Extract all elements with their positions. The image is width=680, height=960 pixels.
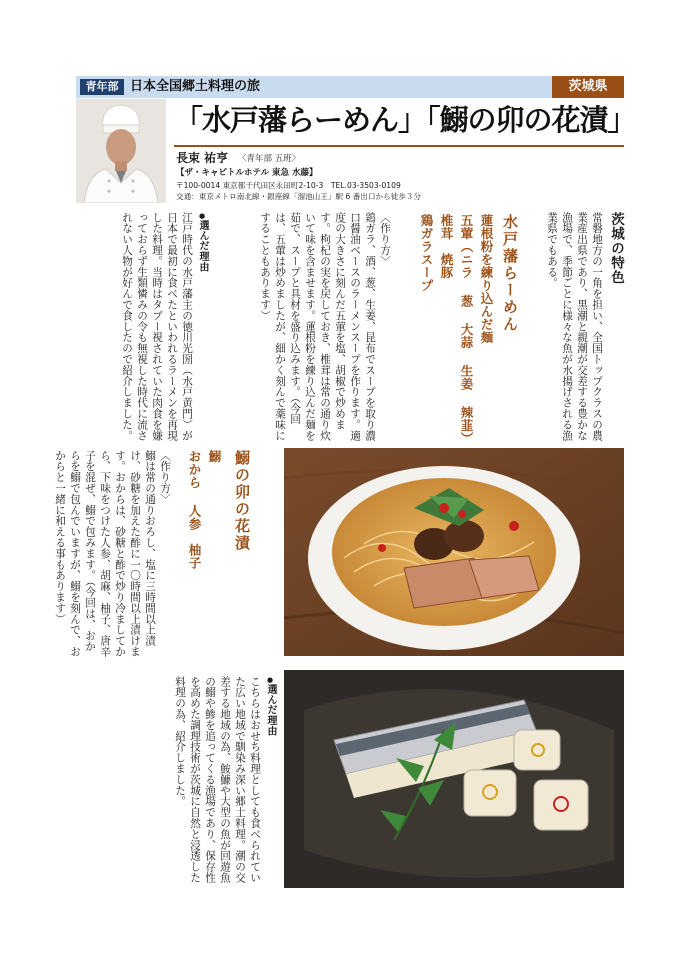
- author-workplace: 【ザ・キャピトルホテル 東急 水藤】: [176, 168, 318, 178]
- ramen-photo: [284, 448, 624, 656]
- bullet-icon: ●: [266, 676, 274, 685]
- series-title: 日本全国郷土料理の旅: [130, 79, 261, 94]
- ibaraki-heading: 茨城の特色: [608, 212, 624, 285]
- ramen-ingredients: [400, 214, 496, 444]
- iwashi-dish-name: 鰯の卯の花漬: [233, 450, 251, 552]
- ramen-reason: [76, 212, 210, 448]
- page-title: 「水戸藩らーめん」「鰯の卯の花漬」: [174, 103, 636, 137]
- ramen-method: [216, 212, 392, 444]
- ingredient-item: 五葷（ニラ 葱 大蒜 生姜 辣韮）: [459, 214, 474, 445]
- author-name: 長束 祐亨: [176, 151, 229, 165]
- iwashi-photo: [284, 670, 624, 888]
- ingredient-item: 鰯: [207, 450, 222, 463]
- ingredient-item: 蓮根粉を練り込んだ麺: [479, 214, 494, 344]
- reason-label: ●選んだ理由: [265, 676, 276, 736]
- ingredient-item: 鶏ガラスープ: [419, 214, 434, 292]
- iwashi-method: [54, 450, 172, 658]
- iwashi-ingredients: [176, 450, 224, 630]
- department-badge: 青年部: [80, 79, 124, 95]
- reason-label: ●選んだ理由: [197, 212, 208, 272]
- chef-photo: [76, 99, 166, 203]
- prefecture-tag: 茨城県: [552, 76, 624, 98]
- method-label: 〈作り方〉: [379, 212, 391, 267]
- bullet-icon: ●: [198, 212, 206, 221]
- method-label: 〈作り方〉: [159, 450, 171, 505]
- ingredient-item: おから 人参 柚子: [187, 450, 202, 570]
- ibaraki-body: 常磐地方の一角を担い、全国トップクラスの農業産出県であり、黒潮と親潮が交差する豊かな漁場で、季節ごとに様々な魚が水揚げされる漁業県でもある。: [546, 212, 603, 441]
- title-divider: [174, 145, 624, 147]
- method-text: 鶏ガラ、酒、葱、生姜、昆布でスープを取り濃口醤油ベースのラーメンスープを作ります。適度の大きさに刻んだ五葷を塩、胡椒で炒めます。枸杞の実を戻しておき、椎茸は常の通り炊いて味を含ませます。蓮根粉を練り込んだ麺を茹で、スープと具材を盛り込みます。（今回は、五葷は炒めましたが、細かく刻んで薬味にすることもあります）: [259, 212, 376, 441]
- iwashi-reason: [88, 676, 278, 888]
- ramen-dish-name: 水戸藩らーめん: [501, 214, 519, 333]
- reason-text: こちらはおせち料理としても食べられていた広い地域で馴染み深い郷土料理。潮の交差する地域の為、鮟鱇や大型の魚が回遊魚の鰯や鯵を追ってくる漁場であり、保存性を高めた調理技術が茨城に自然と浸透した料理の為、紹介しました。: [174, 676, 261, 884]
- ingredient-item: 椎茸 焼豚: [439, 214, 454, 279]
- reason-text: 江戸時代の水戸藩主の徳川光圀（水戸黄門）が日本で最初に食べたといわれるラーメンを再現した料理。当時はタブー視されていた肉食を嫌っておらず生類憐みの令も無視した時代に流されない人物が好んで食したので紹介しました。: [121, 212, 193, 441]
- author-access: 交通：東京メトロ南北線・銀座線「溜池山王」駅 6 番出口から徒歩３分: [176, 192, 422, 201]
- author-address: 〒100-0014 東京都千代田区永田町2-10-3 TEL.03-3503-0109: [176, 181, 401, 190]
- author-department: 〈青年部 五班〉: [238, 154, 301, 164]
- method-text: 鰯は常の通りおろし、塩に三時間以上漬け、砂糖を加えた酢に一〇時間以上漬けます。おからは、砂糖と酢で炒り冷ましてから、下味をつけた人参、胡麻、柚子、唐辛子を混ぜ、鰯で包みます。（今回は、おからを鰯で包んでいますが、鰯を刻んで、おからと一緒に和える事もあります）: [54, 450, 156, 658]
